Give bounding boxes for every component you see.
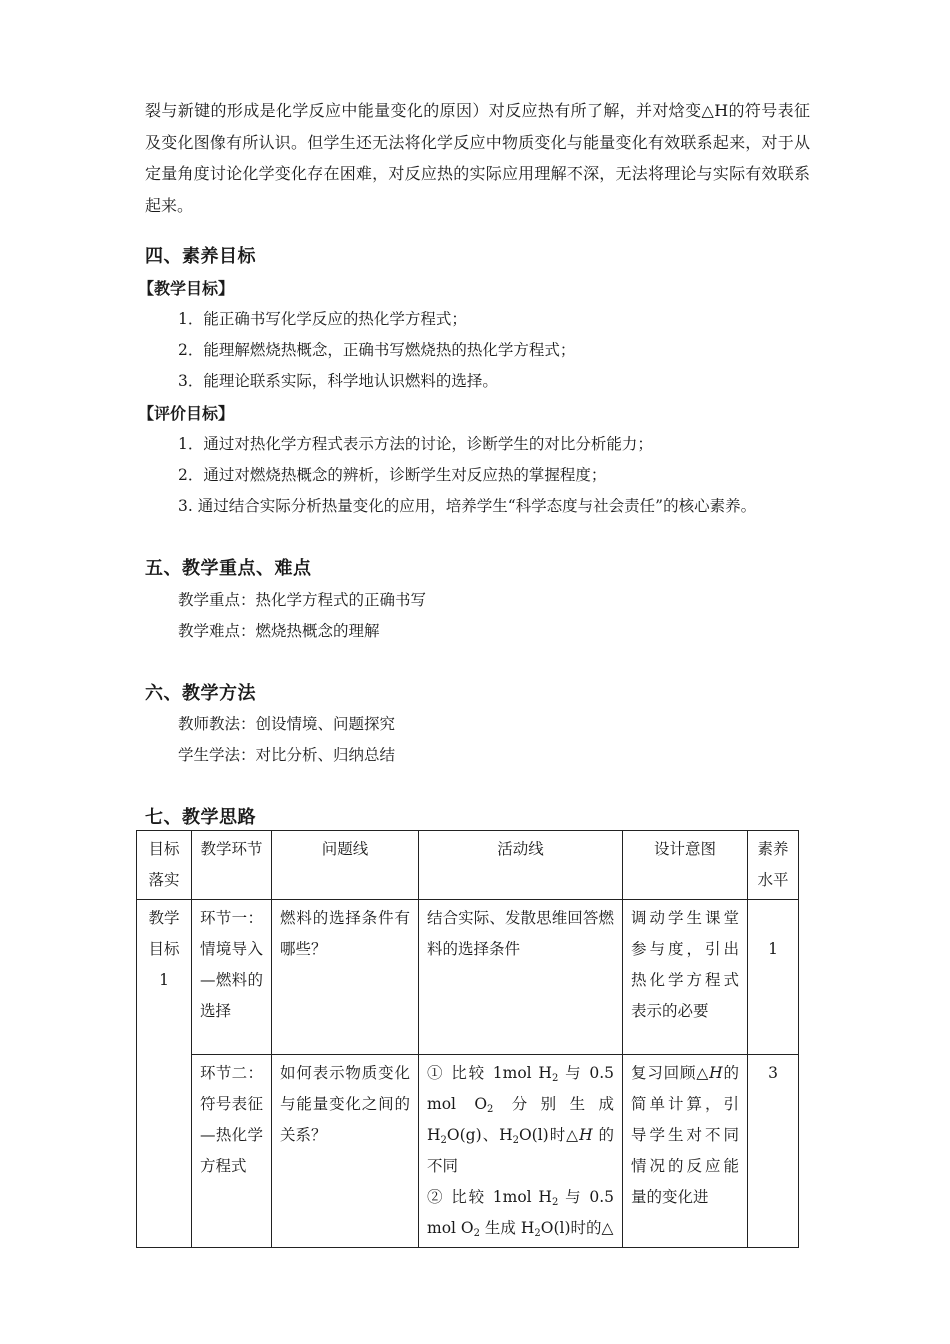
header-intent: 设计意图: [623, 831, 748, 900]
activity-text: O(l)时的△: [540, 1219, 614, 1237]
teaching-goal-3: 3．能理论联系实际，科学地认识燃料的选择。: [178, 372, 498, 390]
header-question: 问题线: [272, 831, 419, 900]
activity-text: O(l)时△: [518, 1126, 580, 1144]
eval-goal-1: 1．通过对热化学方程式表示方法的讨论，诊断学生的对比分析能力；: [178, 435, 653, 453]
subscript: 2: [534, 1228, 541, 1239]
stage-cell: 环节二：符号表征—热化学方程式: [192, 1055, 272, 1248]
level-cell: 1: [748, 900, 799, 1055]
question-cell: 燃料的选择条件有哪些？: [272, 900, 419, 1055]
subscript: 2: [512, 1135, 519, 1146]
header-level: 素养水平: [748, 831, 799, 900]
table-header-row: [137, 831, 799, 900]
intent-cell: [623, 1055, 748, 1248]
intent-text: 的简单计算，引导学生对不同情况的反应能量的变化进: [631, 1064, 739, 1206]
intent-text: 复习回顾△: [631, 1064, 710, 1082]
header-goal: 目标落实: [137, 831, 192, 900]
eval-goals-heading: 【评价目标】: [138, 404, 235, 423]
activity-text: 与 0.5 mol O: [427, 1188, 614, 1237]
eval-goal-2: 2．通过对燃烧热概念的辨析，诊断学生对反应热的掌握程度；: [178, 466, 607, 484]
activity-text: ① 比较 1mol H: [427, 1064, 552, 1082]
teaching-goal-1: 1．能正确书写化学反应的热化学方程式；: [178, 310, 467, 328]
goal-cell: 教学目标1: [137, 900, 192, 1248]
table-row: [137, 900, 799, 1055]
section-7-heading: 七、教学思路: [145, 807, 256, 828]
enthalpy-variable: H: [709, 1064, 723, 1082]
subscript: 2: [487, 1104, 494, 1115]
intent-cell: 调动学生课堂参与度，引出热化学方程式表示的必要: [623, 900, 748, 1055]
activity-cell: 结合实际、发散思维回答燃料的选择条件: [419, 900, 623, 1055]
activity-text: 分别生成 H: [427, 1095, 614, 1144]
subscript: 2: [440, 1135, 447, 1146]
subscript: 2: [551, 1073, 559, 1084]
stage-cell: 环节一：情境导入—燃料的选择: [192, 900, 272, 1055]
teaching-goals-heading: 【教学目标】: [138, 279, 235, 298]
table-row: [137, 1055, 799, 1248]
activity-cell: [419, 1055, 623, 1248]
activity-text: 与 0.5 mol O: [427, 1064, 614, 1113]
header-activity: 活动线: [419, 831, 623, 900]
enthalpy-variable: H: [579, 1126, 593, 1144]
teaching-goal-2: 2．能理解燃烧热概念，正确书写燃烧热的热化学方程式；: [178, 341, 576, 359]
intro-paragraph: 裂与新键的形成是化学反应中能量变化的原因）对反应热有所了解，并对焓变△H的符号表征及变化图像有所认识。但学生还无法将化学反应中物质变化与能量变化有效联系起来，对于从定量角度讨论化学变化存在困难，对反应热的实际应用理解不深，无法将理论与实际有效联系起来。: [145, 101, 810, 215]
section-4-heading: 四、素养目标: [145, 246, 256, 267]
difficult-point-line: 教学难点：燃烧热概念的理解: [178, 622, 380, 640]
key-point-line: 教学重点：热化学方程式的正确书写: [178, 591, 427, 609]
activity-text: 的不同: [427, 1126, 614, 1175]
subscript: 2: [473, 1228, 480, 1239]
header-stage: 教学环节: [192, 831, 272, 900]
teacher-method-line: 教师教法：创设情境、问题探究: [178, 715, 396, 733]
section-6-heading: 六、教学方法: [145, 683, 256, 704]
teaching-plan-table: [136, 830, 799, 1248]
activity-text: O(g)、H: [446, 1126, 513, 1144]
section-5-heading: 五、教学重点、难点: [145, 558, 312, 579]
question-cell: 如何表示物质变化与能量变化之间的关系？: [272, 1055, 419, 1248]
subscript: 2: [551, 1197, 559, 1208]
level-cell: 3: [748, 1055, 799, 1248]
eval-goal-3: 3. 通过结合实际分析热量变化的应用，培养学生“科学态度与社会责任”的核心素养。: [178, 497, 757, 515]
student-method-line: 学生学法：对比分析、归纳总结: [178, 746, 396, 764]
activity-text: 生成 H: [480, 1219, 535, 1237]
activity-text: ② 比较 1mol H: [427, 1188, 552, 1206]
